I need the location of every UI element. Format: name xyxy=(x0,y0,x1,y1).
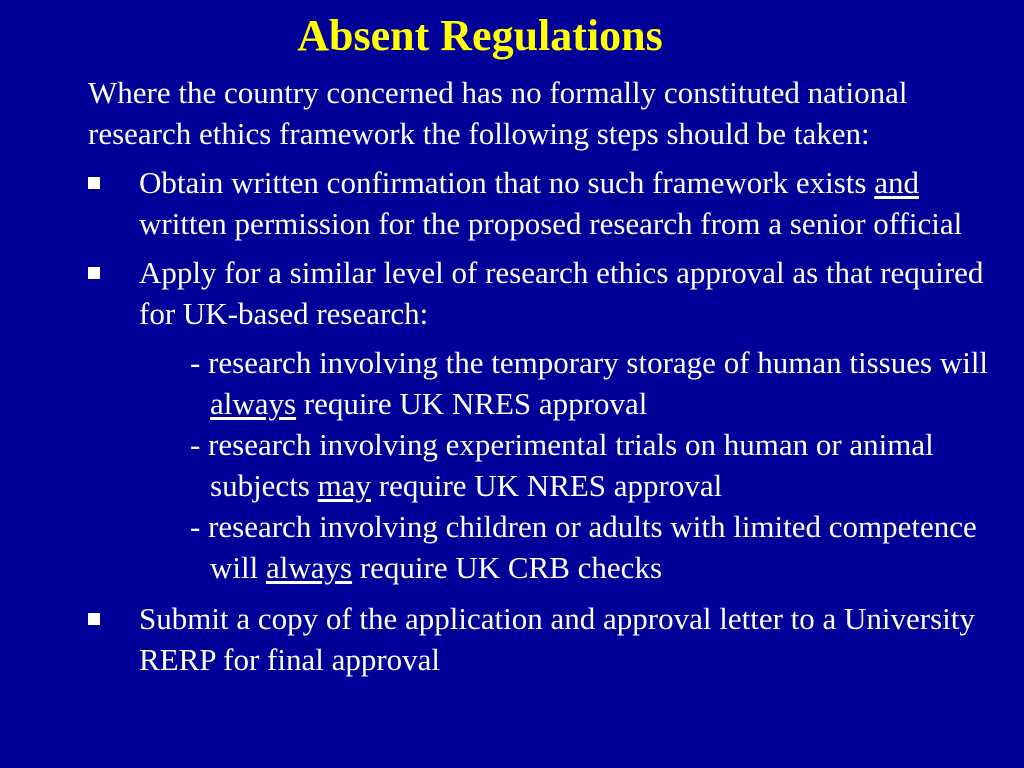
emphasis-always: always xyxy=(265,550,353,585)
sub-text-end: require UK NRES approval xyxy=(371,468,723,503)
sub-text-start: - research involving the temporary storage of human tissues will xyxy=(190,345,989,380)
emphasis-always: always xyxy=(210,386,297,421)
slide-title: Absent Regulations xyxy=(297,11,663,60)
bullet-apply-approval xyxy=(88,252,998,334)
bullet-text-end: written permission for the proposed research from a senior official xyxy=(139,206,963,241)
bullet-text-start: Obtain written confirmation that no such framework exists xyxy=(139,165,875,200)
bullet-obtain-confirmation xyxy=(88,162,998,244)
bullet-text: Submit a copy of the application and approval letter to a University RERP for final approval xyxy=(139,601,975,677)
sub-item-experimental-trials xyxy=(139,424,998,506)
intro-text: Where the country concerned has no formally constituted national research ethics framework the following steps should be taken: xyxy=(88,75,908,151)
slide-body xyxy=(88,72,998,688)
square-bullet-icon xyxy=(88,613,100,625)
sub-text-start: - research involving children or adults with limited competence will xyxy=(190,509,977,585)
sub-list xyxy=(139,342,998,588)
emphasis-and: and xyxy=(874,165,919,200)
bullet-text: Apply for a similar level of research ethics approval as that required for UK-based research: xyxy=(139,255,984,331)
sub-item-human-tissues xyxy=(139,342,998,424)
square-bullet-icon xyxy=(88,177,100,189)
sub-text-start: - research involving experimental trials on human or animal subjects xyxy=(190,427,934,503)
sub-text-end: require UK CRB checks xyxy=(352,550,663,585)
sub-item-children-adults xyxy=(139,506,998,588)
bullet-submit-copy xyxy=(88,598,998,680)
square-bullet-icon xyxy=(88,267,100,279)
sub-text-end: require UK NRES approval xyxy=(296,386,648,421)
emphasis-may: may xyxy=(317,468,371,503)
